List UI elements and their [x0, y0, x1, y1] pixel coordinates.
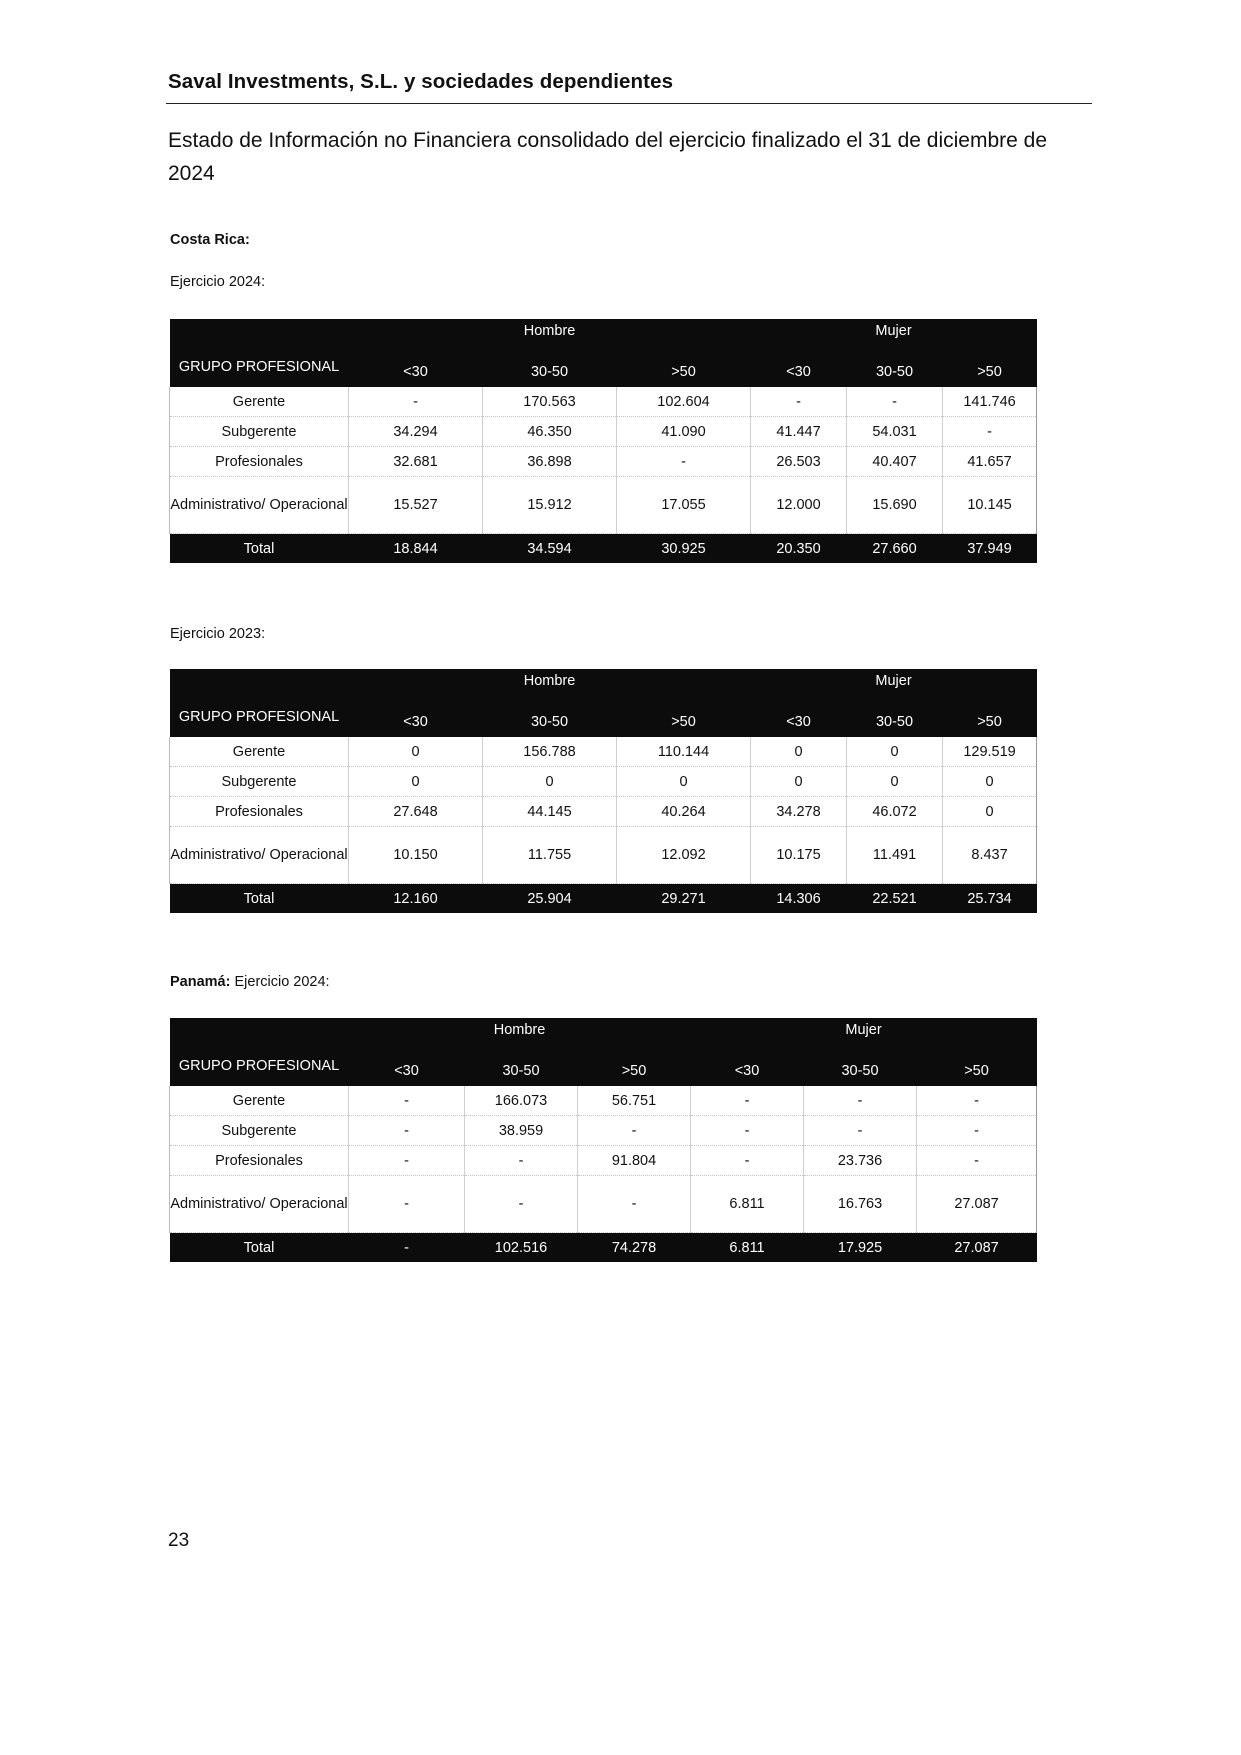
row-label: Administrativo/ Operacional	[170, 477, 349, 534]
header-mujer: Mujer	[751, 319, 1037, 357]
table-cell: -	[617, 447, 751, 477]
header-age: 30-50	[483, 357, 617, 387]
total-cell: 34.594	[483, 534, 617, 564]
header-age: >50	[617, 707, 751, 737]
header-age: <30	[349, 707, 483, 737]
total-cell: 22.521	[847, 884, 943, 914]
table-row	[170, 1086, 1037, 1116]
table-cell: 129.519	[943, 737, 1037, 767]
table-cell: 46.350	[483, 417, 617, 447]
total-cell: 25.904	[483, 884, 617, 914]
table-cell: 110.144	[617, 737, 751, 767]
table-cr-2023	[169, 669, 1037, 913]
table-cell: 0	[943, 797, 1037, 827]
table-cell: 41.657	[943, 447, 1037, 477]
total-cell: 37.949	[943, 534, 1037, 564]
header-age: >50	[578, 1056, 691, 1086]
header-rule	[166, 103, 1092, 104]
document-title: Estado de Información no Financiera consolidado del ejercicio finalizado el 31 de diciembre de 2024	[168, 129, 1048, 185]
table-cell: 102.604	[617, 387, 751, 417]
table-cell: 8.437	[943, 827, 1037, 884]
total-cell: 102.516	[465, 1233, 578, 1263]
table-cell: 16.763	[804, 1176, 917, 1233]
table-cell: -	[804, 1116, 917, 1146]
table-cell: 0	[483, 767, 617, 797]
table-cell: 34.278	[751, 797, 847, 827]
header-mujer: Mujer	[691, 1018, 1037, 1056]
table-cell: 27.648	[349, 797, 483, 827]
row-label: Administrativo/ Operacional	[170, 827, 349, 884]
total-cell: 25.734	[943, 884, 1037, 914]
table-cell: 54.031	[847, 417, 943, 447]
total-cell: 27.087	[917, 1233, 1037, 1263]
header-age: 30-50	[847, 707, 943, 737]
table-cell: 44.145	[483, 797, 617, 827]
row-label: Profesionales	[170, 447, 349, 477]
header-age: >50	[943, 707, 1037, 737]
table-cell: 0	[751, 767, 847, 797]
header-hombre: Hombre	[349, 669, 751, 707]
table-cell: 0	[617, 767, 751, 797]
table-cell: 10.150	[349, 827, 483, 884]
table-cr-2024	[169, 319, 1037, 563]
row-label: Profesionales	[170, 1146, 349, 1176]
header-age: 30-50	[483, 707, 617, 737]
table-cell: 32.681	[349, 447, 483, 477]
row-label: Gerente	[170, 737, 349, 767]
table-cell: -	[349, 1116, 465, 1146]
table-cell: -	[691, 1086, 804, 1116]
header-hombre: Hombre	[349, 319, 751, 357]
header-age: <30	[691, 1056, 804, 1086]
table-cell: 0	[847, 737, 943, 767]
table-cell: -	[751, 387, 847, 417]
table-cell: 40.264	[617, 797, 751, 827]
row-label: Subgerente	[170, 1116, 349, 1146]
total-row	[170, 534, 1037, 564]
row-label: Gerente	[170, 1086, 349, 1116]
country-label-costa-rica: Costa Rica:	[170, 232, 250, 248]
table-cell: 15.690	[847, 477, 943, 534]
header-grupo-profesional: GRUPO PROFESIONAL	[170, 669, 349, 737]
header-mujer: Mujer	[751, 669, 1037, 707]
table-row	[170, 797, 1037, 827]
table-cell: -	[349, 1146, 465, 1176]
table-cell: 10.175	[751, 827, 847, 884]
total-cell: 20.350	[751, 534, 847, 564]
table-cell: 46.072	[847, 797, 943, 827]
table-row	[170, 737, 1037, 767]
table-cell: -	[917, 1146, 1037, 1176]
total-cell: 18.844	[349, 534, 483, 564]
table-cell: 12.092	[617, 827, 751, 884]
table-row	[170, 1176, 1037, 1233]
total-row	[170, 884, 1037, 914]
table-cell: -	[804, 1086, 917, 1116]
total-cell: 12.160	[349, 884, 483, 914]
row-label: Administrativo/ Operacional	[170, 1176, 349, 1233]
table-cell: 34.294	[349, 417, 483, 447]
table-cell: 0	[349, 767, 483, 797]
table-cell: -	[691, 1116, 804, 1146]
total-label: Total	[170, 534, 349, 564]
total-cell: 30.925	[617, 534, 751, 564]
table-cell: 170.563	[483, 387, 617, 417]
table-cell: 26.503	[751, 447, 847, 477]
total-label: Total	[170, 884, 349, 914]
header-age: <30	[349, 1056, 465, 1086]
table-cell: -	[578, 1116, 691, 1146]
header-age: >50	[943, 357, 1037, 387]
table-cell: -	[847, 387, 943, 417]
total-cell: 14.306	[751, 884, 847, 914]
table-cell: 40.407	[847, 447, 943, 477]
table-cell: 12.000	[751, 477, 847, 534]
table-cell: -	[349, 1086, 465, 1116]
table-cell: -	[917, 1116, 1037, 1146]
year-label-pa-2024: Panamá: Ejercicio 2024:	[170, 974, 330, 990]
total-cell: 17.925	[804, 1233, 917, 1263]
table-cell: 141.746	[943, 387, 1037, 417]
table-cell: 0	[349, 737, 483, 767]
header-age: <30	[349, 357, 483, 387]
header-age: 30-50	[465, 1056, 578, 1086]
table-cell: -	[465, 1176, 578, 1233]
table-cell: -	[917, 1086, 1037, 1116]
table-row	[170, 1146, 1037, 1176]
header-age: <30	[751, 707, 847, 737]
table-row	[170, 1116, 1037, 1146]
header-hombre: Hombre	[349, 1018, 691, 1056]
table-cell: 0	[847, 767, 943, 797]
table-cell: 0	[943, 767, 1037, 797]
table-cell: 11.755	[483, 827, 617, 884]
table-cell: 10.145	[943, 477, 1037, 534]
table-cell: -	[465, 1146, 578, 1176]
table-cell: 0	[751, 737, 847, 767]
table-cell: 166.073	[465, 1086, 578, 1116]
total-cell: -	[349, 1233, 465, 1263]
total-cell: 74.278	[578, 1233, 691, 1263]
total-row	[170, 1233, 1037, 1263]
year-label-cr-2023: Ejercicio 2023:	[170, 626, 266, 642]
table-row	[170, 767, 1037, 797]
table-row	[170, 827, 1037, 884]
table-cell: 56.751	[578, 1086, 691, 1116]
table-cell: 6.811	[691, 1176, 804, 1233]
table-cell: -	[578, 1176, 691, 1233]
header-age: >50	[917, 1056, 1037, 1086]
table-cell: 91.804	[578, 1146, 691, 1176]
page-number: 23	[168, 1530, 190, 1551]
row-label: Profesionales	[170, 797, 349, 827]
table-row	[170, 477, 1037, 534]
header-grupo-profesional: GRUPO PROFESIONAL	[170, 319, 349, 387]
table-cell: 15.912	[483, 477, 617, 534]
table-cell: 17.055	[617, 477, 751, 534]
table-cell: -	[943, 417, 1037, 447]
table-cell: 15.527	[349, 477, 483, 534]
total-cell: 29.271	[617, 884, 751, 914]
table-cell: 23.736	[804, 1146, 917, 1176]
company-name: Saval Investments, S.L. y sociedades dependientes	[168, 70, 674, 93]
total-cell: 6.811	[691, 1233, 804, 1263]
table-cell: -	[349, 387, 483, 417]
table-cell: 27.087	[917, 1176, 1037, 1233]
row-label: Subgerente	[170, 767, 349, 797]
header-grupo-profesional: GRUPO PROFESIONAL	[170, 1018, 349, 1086]
table-cell: 156.788	[483, 737, 617, 767]
table-pa-2024	[169, 1018, 1037, 1262]
table-cell: -	[349, 1176, 465, 1233]
table-row	[170, 387, 1037, 417]
table-cell: 41.090	[617, 417, 751, 447]
table-row	[170, 417, 1037, 447]
header-age: 30-50	[804, 1056, 917, 1086]
table-cell: 41.447	[751, 417, 847, 447]
header-age: >50	[617, 357, 751, 387]
row-label: Subgerente	[170, 417, 349, 447]
table-row	[170, 447, 1037, 477]
table-cell: 11.491	[847, 827, 943, 884]
year-label-cr-2024: Ejercicio 2024:	[170, 274, 266, 290]
table-cell: -	[691, 1146, 804, 1176]
header-age: <30	[751, 357, 847, 387]
total-cell: 27.660	[847, 534, 943, 564]
row-label: Gerente	[170, 387, 349, 417]
table-cell: 38.959	[465, 1116, 578, 1146]
table-cell: 36.898	[483, 447, 617, 477]
header-age: 30-50	[847, 357, 943, 387]
total-label: Total	[170, 1233, 349, 1263]
